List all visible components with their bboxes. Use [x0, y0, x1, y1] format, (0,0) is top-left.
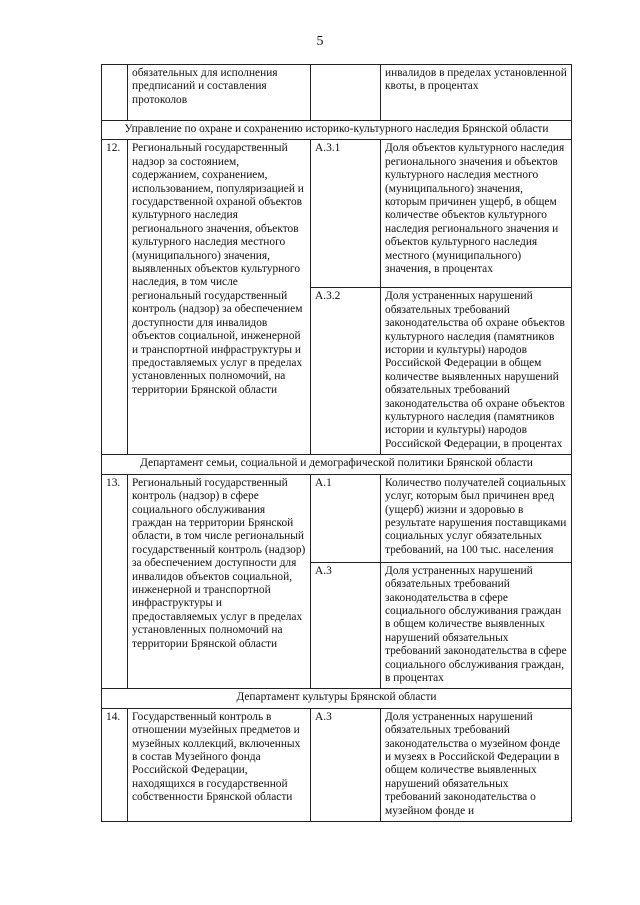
table-row [102, 140, 572, 288]
indicator-text: Доля объектов культурного наследия регионального значения и объектов культурного наследия местного (муниципального) значения, которым причинен ущерб, в общем количестве объектов культурного наследия регионального значения и объектов культурного наследия местного (муниципального) значения, в процентах [381, 140, 572, 288]
indicator-text: Доля устраненных нарушений обязательных требований законодательства о музейном фонде и музеях в Российской Федерации в общем количестве выявленных нарушений обязательных требований законодательства о музейном фонде и [381, 708, 572, 821]
section-header-row [102, 689, 572, 708]
row-number: 13. [102, 474, 128, 689]
cell-indicator: инвалидов в пределах установленной квоты, в процентах [381, 65, 572, 121]
cell-object: обязательных для исполнения предписаний и составления протоколов [128, 65, 311, 121]
indicator-text: Количество получателей социальных услуг, которым был причинен вред (ущерб) жизни и здоровью в результате нарушения поставщиками социальных услуг обязательных требований, на 100 тыс. населения [381, 474, 572, 562]
control-type: Региональный государственный контроль (надзор) в сфере социального обслуживания граждан на территории Брянской области, в том числе региональный государственный контроль (надзор) за обеспечением доступности для инвалидов объектов социальной, инженерной и транспортной инфраструктуры и предоставляемых услуг в пределах установленных полномочий на территории Брянской области [128, 474, 311, 689]
control-type: Государственный контроль в отношении музейных предметов и музейных коллекций, включенных в состав Музейного фонда Российской Федерации, находящихся в государственной собственности Брянской области [128, 708, 311, 821]
section-title: Департамент культуры Брянской области [102, 689, 572, 708]
section-title: Управление по охране и сохранению историко-культурного наследия Брянской области [102, 121, 572, 140]
table-row-continuation [102, 65, 572, 121]
indicator-code: А.3.1 [311, 140, 381, 288]
indicator-code: А.3.2 [311, 288, 381, 455]
row-number: 14. [102, 708, 128, 821]
indicator-text: Доля устраненных нарушений обязательных требований законодательства об охране объектов культурного наследия (памятников истории и культуры) народов Российской Федерации в общем количестве выявленных нарушений обязательных требований законодательства об охране объектов культурного наследия (памятников истории и культуры) народов Российской Федерации, в процентах [381, 288, 572, 455]
indicator-code: А.1 [311, 474, 381, 562]
indicator-text: Доля устраненных нарушений обязательных требований законодательства в сфере социального обслуживания граждан в общем количестве выявленных нарушений обязательных требований законодательства в сфере социального обслуживания граждан, в процентах [381, 562, 572, 689]
section-header-row [102, 455, 572, 474]
row-number: 12. [102, 140, 128, 455]
section-title: Департамент семьи, социальной и демографической политики Брянской области [102, 455, 572, 474]
table-row [102, 474, 572, 562]
section-header-row [102, 121, 572, 140]
indicator-code: А.3 [311, 708, 381, 821]
cell-code [311, 65, 381, 121]
control-type: Региональный государственный надзор за состоянием, содержанием, сохранением, использованием, популяризацией и государственной охраной объектов культурного наследия регионального значения, объектов культурного наследия местного (муниципального) значения, выявленных объектов культурного наследия, в том числе региональный государственный контроль (надзор) за обеспечением доступности для инвалидов объектов социальной, инженерной и транспортной инфраструктуры и предоставляемых услуг в пределах установленных полномочий, на территории Брянской области [128, 140, 311, 455]
indicator-table [101, 64, 572, 822]
page-number: 5 [316, 34, 324, 49]
indicator-code: А.3 [311, 562, 381, 689]
table-row [102, 708, 572, 821]
cell-num [102, 65, 128, 121]
